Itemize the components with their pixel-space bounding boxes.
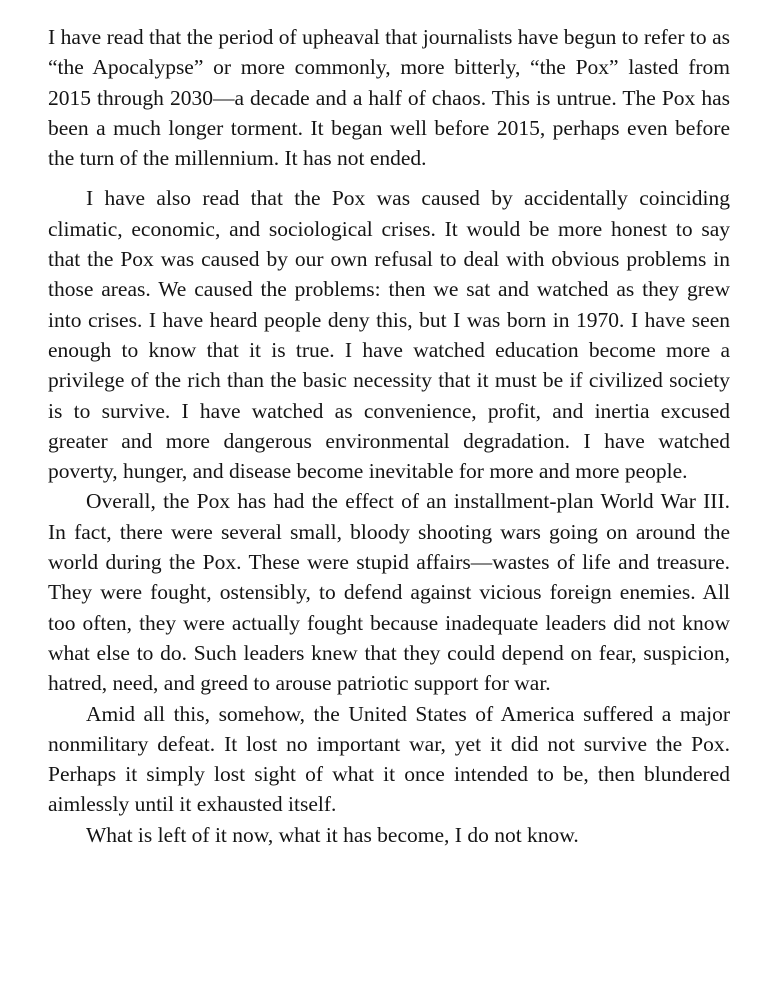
paragraph-2: I have also read that the Pox was caused by accidentally coinciding climatic, economic, and sociological crises. It would be more honest to say that the Pox was caused by our own refusal to deal with obvious problems in those areas. We caused the problems: then we sat and watched as they grew into crises. I have heard people deny this, but I was born in 1970. I have seen enough to know that it is true. I have watched education become more a privilege of the rich than the basic necessity that it must be if civilized society is to survive. I have watched as convenience, profit, and inertia excused greater and more dangerous environmental degradation. I have watched poverty, hunger, and disease become inevitable for more and more people. <box>48 186 730 484</box>
paragraph-gap <box>48 173 730 183</box>
paragraph-3: Overall, the Pox has had the effect of an installment-plan World War III. In fact, there were several small, bloody shooting wars going on around the world during the Pox. These were stupid affairs—wastes of life and treasure. They were fought, ostensibly, to defend against vicious foreign enemies. All too often, they were actually fought because inadequate leaders did not know what else to do. Such leaders knew that they could depend on fear, suspicion, hatred, need, and greed to arouse patriotic support for war. <box>48 489 730 696</box>
page-body <box>48 22 730 850</box>
paragraph-4: Amid all this, somehow, the United States of America suffered a major nonmilitary defeat. It lost no important war, yet it did not survive the Pox. Perhaps it simply lost sight of what it once intended to be, then blundered aimlessly until it exhausted itself. <box>48 701 730 817</box>
paragraph-5: What is left of it now, what it has become, I do not know. <box>86 822 579 847</box>
paragraph-1: I have read that the period of upheaval that journalists have begun to refer to as “the Apocalypse” or more commonly, more bitterly, “the Pox” lasted from 2015 through 2030—a decade and a half of chaos. This is untrue. The Pox has been a much longer torment. It began well before 2015, perhaps even before the turn of the millennium. It has not ended. <box>48 25 730 171</box>
